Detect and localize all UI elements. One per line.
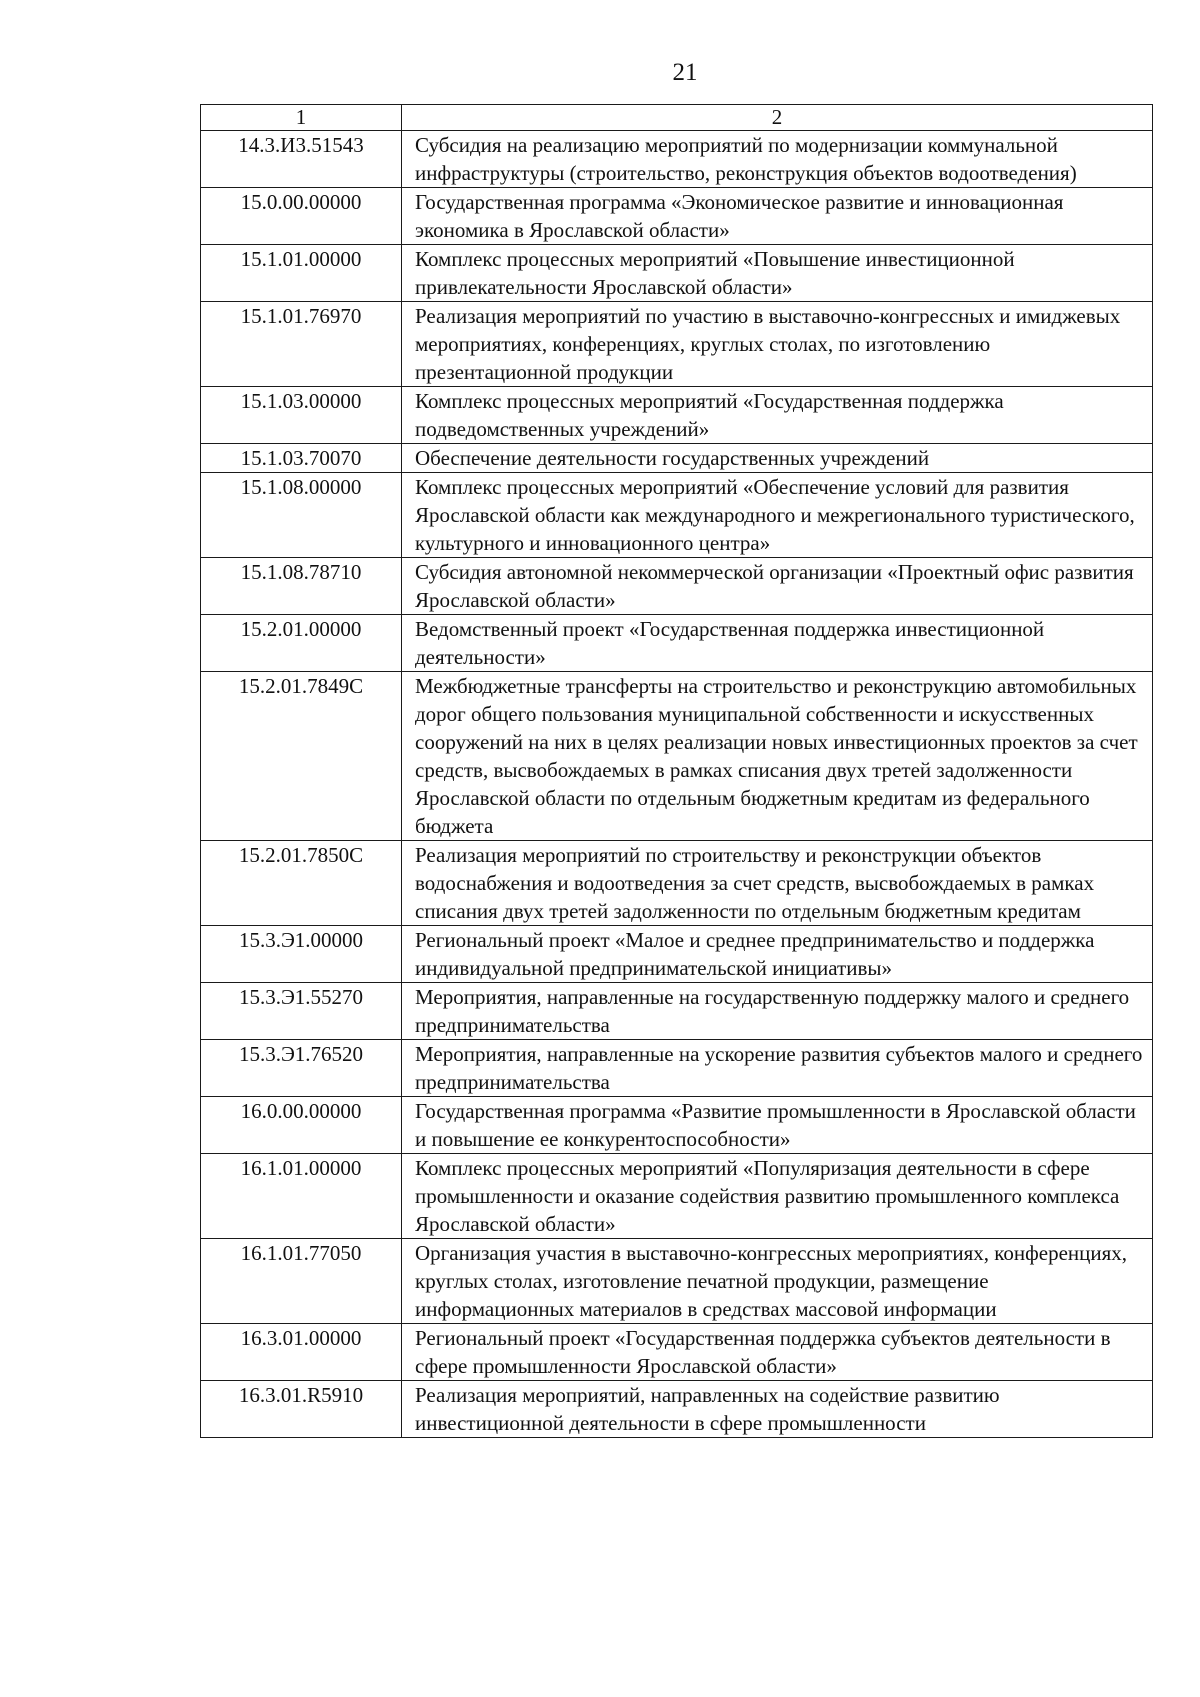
row-name: Реализация мероприятий по строительству и реконструкции объектов водоснабжения и водоотведения за счет средств, высвобождаемых в рамках списания двух третей задолженности по отдельным бюджетным кредитам bbox=[402, 841, 1153, 926]
table-row bbox=[201, 672, 1153, 841]
table-row bbox=[201, 1381, 1153, 1438]
table-row bbox=[201, 926, 1153, 983]
table-row bbox=[201, 444, 1153, 473]
row-code: 15.1.08.00000 bbox=[201, 473, 402, 558]
row-code: 15.3.Э1.55270 bbox=[201, 983, 402, 1040]
table-row bbox=[201, 188, 1153, 245]
row-name: Реализация мероприятий по участию в выставочно-конгрессных и имиджевых мероприятиях, конференциях, круглых столах, по изготовлению презентационной продукции bbox=[402, 302, 1153, 387]
budget-classification-table bbox=[200, 104, 1152, 1438]
row-name: Государственная программа «Развитие промышленности в Ярославской области и повышение ее конкурентоспособности» bbox=[402, 1097, 1153, 1154]
table-row bbox=[201, 1239, 1153, 1324]
table-row bbox=[201, 131, 1153, 188]
row-name: Реализация мероприятий, направленных на содействие развитию инвестиционной деятельности в сфере промышленности bbox=[402, 1381, 1153, 1438]
row-code: 16.3.01.00000 bbox=[201, 1324, 402, 1381]
row-code: 15.2.01.00000 bbox=[201, 615, 402, 672]
row-name: Обеспечение деятельности государственных учреждений bbox=[402, 444, 1153, 473]
table-row bbox=[201, 841, 1153, 926]
row-name: Комплекс процессных мероприятий «Повышение инвестиционной привлекательности Ярославской области» bbox=[402, 245, 1153, 302]
table-row bbox=[201, 983, 1153, 1040]
row-name: Региональный проект «Государственная поддержка субъектов деятельности в сфере промышленности Ярославской области» bbox=[402, 1324, 1153, 1381]
table-row bbox=[201, 1097, 1153, 1154]
table-row bbox=[201, 1154, 1153, 1239]
table-row bbox=[201, 1040, 1153, 1097]
row-name: Региональный проект «Малое и среднее предпринимательство и поддержка индивидуальной предпринимательской инициативы» bbox=[402, 926, 1153, 983]
row-name: Мероприятия, направленные на государственную поддержку малого и среднего предпринимательства bbox=[402, 983, 1153, 1040]
row-code: 16.1.01.77050 bbox=[201, 1239, 402, 1324]
table-row bbox=[201, 302, 1153, 387]
row-code: 15.2.01.7849С bbox=[201, 672, 402, 841]
row-name: Мероприятия, направленные на ускорение развития субъектов малого и среднего предпринимательства bbox=[402, 1040, 1153, 1097]
row-code: 15.1.01.76970 bbox=[201, 302, 402, 387]
row-code: 15.1.03.70070 bbox=[201, 444, 402, 473]
column-header-name: 2 bbox=[402, 105, 1153, 131]
table-row bbox=[201, 245, 1153, 302]
table-row bbox=[201, 558, 1153, 615]
table-row bbox=[201, 387, 1153, 444]
row-name: Комплекс процессных мероприятий «Государственная поддержка подведомственных учреждений» bbox=[402, 387, 1153, 444]
row-name: Ведомственный проект «Государственная поддержка инвестиционной деятельности» bbox=[402, 615, 1153, 672]
table-header-row bbox=[201, 105, 1153, 131]
row-code: 15.1.03.00000 bbox=[201, 387, 402, 444]
table-row bbox=[201, 473, 1153, 558]
row-name: Комплекс процессных мероприятий «Популяризация деятельности в сфере промышленности и оказание содействия развитию промышленного комплекса Ярославской области» bbox=[402, 1154, 1153, 1239]
row-name: Субсидия автономной некоммерческой организации «Проектный офис развития Ярославской области» bbox=[402, 558, 1153, 615]
row-code: 15.1.08.78710 bbox=[201, 558, 402, 615]
row-name: Комплекс процессных мероприятий «Обеспечение условий для развития Ярославской области как международного и межрегионального туристического, культурного и инновационного центра» bbox=[402, 473, 1153, 558]
row-code: 15.2.01.7850С bbox=[201, 841, 402, 926]
row-code: 14.3.И3.51543 bbox=[201, 131, 402, 188]
row-code: 16.3.01.R5910 bbox=[201, 1381, 402, 1438]
row-name: Субсидия на реализацию мероприятий по модернизации коммунальной инфраструктуры (строительство, реконструкция объектов водоотведения) bbox=[402, 131, 1153, 188]
table-row bbox=[201, 1324, 1153, 1381]
row-code: 16.1.01.00000 bbox=[201, 1154, 402, 1239]
row-code: 15.3.Э1.00000 bbox=[201, 926, 402, 983]
row-name: Организация участия в выставочно-конгрессных мероприятиях, конференциях, круглых столах, изготовление печатной продукции, размещение информационных материалов в средствах массовой информации bbox=[402, 1239, 1153, 1324]
table-row bbox=[201, 615, 1153, 672]
row-code: 16.0.00.00000 bbox=[201, 1097, 402, 1154]
row-name: Межбюджетные трансферты на строительство и реконструкцию автомобильных дорог общего пользования муниципальной собственности и искусственных сооружений на них в целях реализации новых инвестиционных проектов за счет средств, высвобождаемых в рамках списания двух третей задолженности Ярославской области по отдельным бюджетным кредитам из федерального бюджета bbox=[402, 672, 1153, 841]
row-code: 15.1.01.00000 bbox=[201, 245, 402, 302]
column-header-code: 1 bbox=[201, 105, 402, 131]
row-code: 15.0.00.00000 bbox=[201, 188, 402, 245]
page-number: 21 bbox=[672, 59, 698, 86]
row-name: Государственная программа «Экономическое развитие и инновационная экономика в Ярославской области» bbox=[402, 188, 1153, 245]
row-code: 15.3.Э1.76520 bbox=[201, 1040, 402, 1097]
